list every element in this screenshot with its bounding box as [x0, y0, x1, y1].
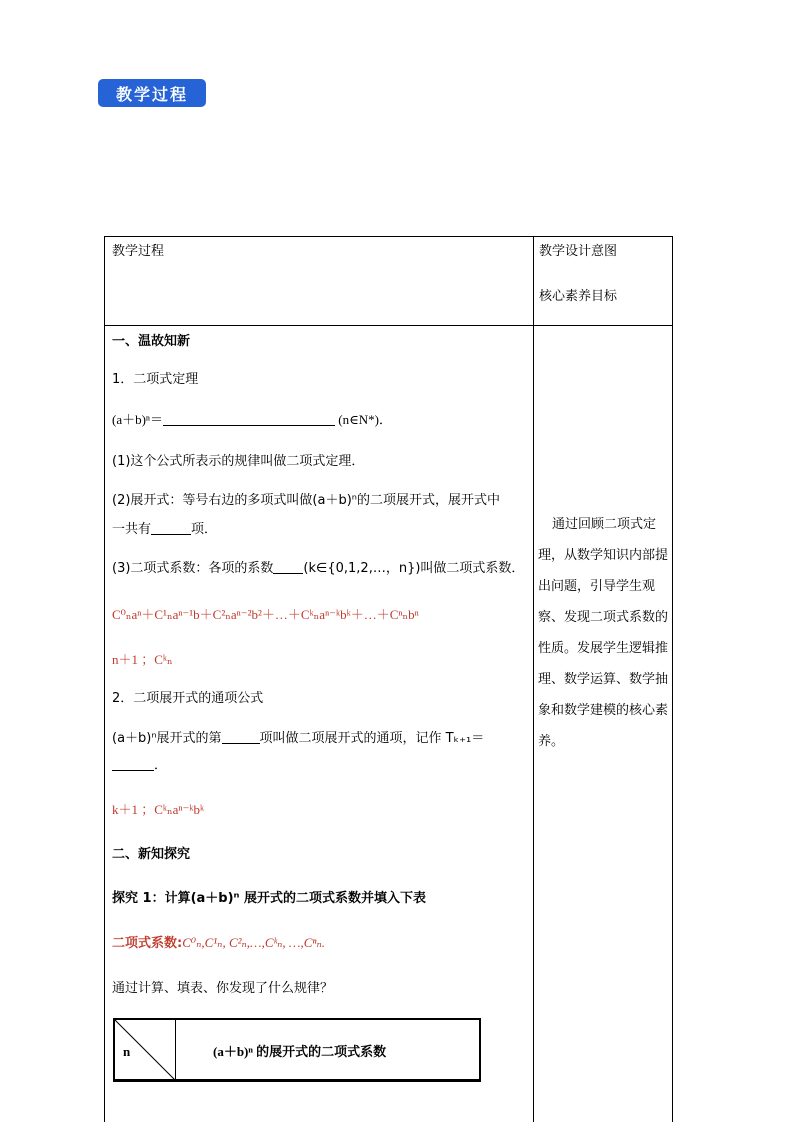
para-general-term [112, 731, 484, 747]
answer-general-term: k＋1 ；Cᵏₙaⁿ⁻ᵏbᵏ [112, 802, 205, 817]
table-column-divider [175, 1020, 176, 1079]
para-expansion: (2)展开式：等号右边的多项式叫做(a＋b)ⁿ的二项展开式，展开式中 [112, 493, 500, 508]
coef-blank [273, 561, 303, 574]
formula-line [112, 412, 392, 428]
section-review-title: 一、温故知新 [112, 334, 191, 349]
column-divider [533, 237, 534, 1122]
item-general-term: 2．二项展开式的通项公式 [112, 691, 264, 706]
formula-blank-2 [251, 413, 335, 426]
coef-line [112, 935, 325, 952]
coef-values: C⁰ₙ,C¹ₙ, C²ₙ,…,Cᵏₙ, …,Cⁿₙ. [182, 935, 326, 950]
section-badge: 教学过程 [98, 79, 206, 107]
header-goal: 核心素养目标 [539, 289, 618, 304]
formula-lhs: (a＋b)ⁿ＝ [112, 412, 164, 427]
formula-condition: (n∈N*)． [338, 412, 392, 427]
table-n-label: n [123, 1044, 131, 1059]
header-divider [105, 325, 672, 326]
design-intent-text: 通过回顾二项式定理，从数学知识内部提出问题，引导学生观察、发现二项式系数的性质。发展学生逻辑推理、数学运算、数学抽象和数学建模的核心素养。 [538, 517, 669, 749]
expansion-count-suffix: 项． [191, 522, 218, 537]
coef-prefix: (3)二项式系数：各项的系数 [112, 561, 274, 576]
para-coefficients [112, 561, 524, 577]
item-binomial-theorem: 1．二项式定理 [112, 372, 199, 387]
expansion-count-blank [151, 522, 191, 535]
para-expansion-cont [112, 522, 217, 538]
general-term-period: ． [154, 758, 168, 773]
general-term-blank [222, 731, 260, 744]
general-term-suffix: 项叫做二项展开式的通项，记作 Tₖ₊₁＝ [259, 731, 485, 746]
table-header: (a＋b)ⁿ 的展开式的二项式系数 [213, 1044, 387, 1059]
para-theorem: (1)这个公式所表示的规律叫做二项式定理． [112, 454, 365, 469]
header-process: 教学过程 [112, 244, 165, 259]
general-term-prefix: (a＋b)ⁿ展开式的第 [112, 731, 222, 746]
answer-count: n＋1 ；Cᵏₙ [112, 652, 173, 667]
answer-expansion: C⁰ₙaⁿ＋C¹ₙaⁿ⁻¹b＋C²ₙaⁿ⁻²b²＋…＋Cᵏₙaⁿ⁻ᵏbᵏ＋…＋Cⁿₙbⁿ [112, 607, 419, 622]
explore-1: 探究 1：计算(a＋b)ⁿ 展开式的二项式系数并填入下表 [112, 891, 426, 906]
question: 通过计算、填表、你发现了什么规律？ [112, 981, 334, 996]
formula-blank-1 [163, 413, 251, 426]
section-explore-title: 二、新知探究 [112, 847, 191, 862]
general-term-answer-blank [112, 758, 154, 771]
coef-suffix: (k∈{0,1,2,…，n})叫做二项式系数． [303, 561, 525, 576]
coefficient-table [113, 1018, 481, 1082]
header-intent: 教学设计意图 [539, 244, 618, 259]
expansion-count-prefix: 一共有 [112, 522, 152, 537]
general-term-answer-line [112, 758, 167, 774]
coef-label: 二项式系数: [112, 936, 183, 951]
